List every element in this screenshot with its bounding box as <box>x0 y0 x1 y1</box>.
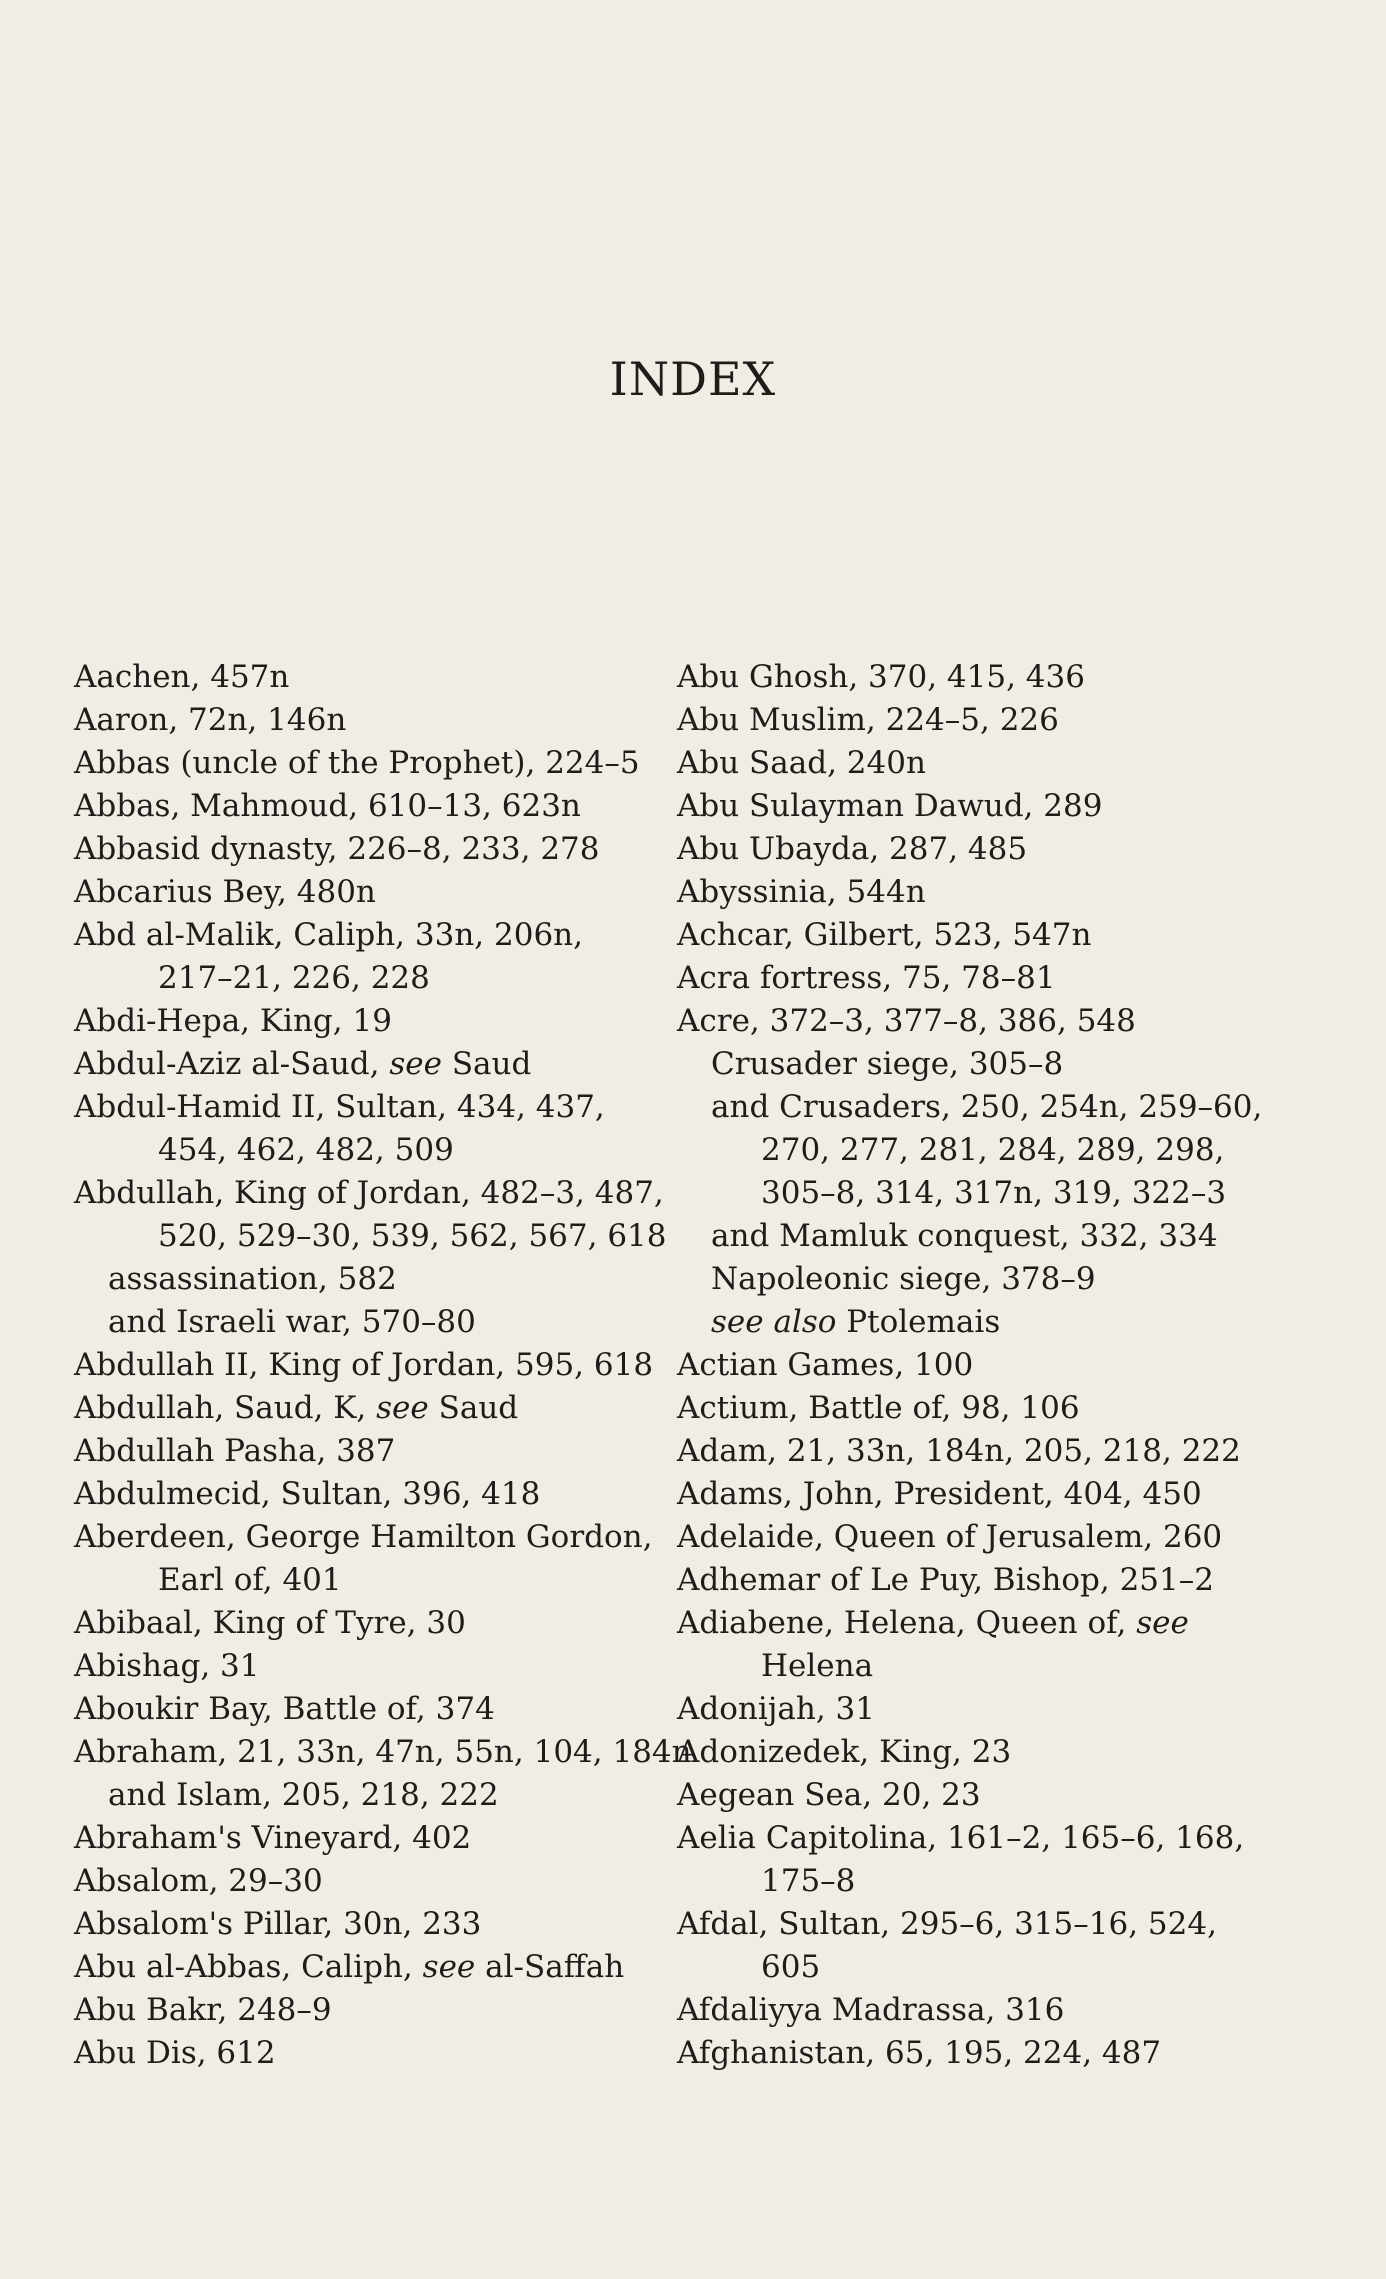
index-subentry <box>74 1301 644 1344</box>
entry-text: Abdul-Hamid II, Sultan, 434, 437, <box>74 1089 605 1125</box>
index-entry <box>74 1516 653 1559</box>
index-subentry <box>74 1774 644 1817</box>
entry-text: assassination, 582 <box>108 1261 397 1297</box>
entry-text: and Islam, 205, 218, 222 <box>108 1777 499 1813</box>
entry-text: 454, 462, 482, 509 <box>158 1132 454 1168</box>
index-entry <box>74 1602 644 1645</box>
index-entry <box>74 742 644 785</box>
entry-text: Aboukir Bay, Battle of, 374 <box>74 1691 495 1727</box>
cross-reference-term: see <box>422 1949 476 1985</box>
entry-text: Abu Sulayman Dawud, 289 <box>677 788 1103 824</box>
entry-text: Abu Ubayda, 287, 485 <box>677 831 1028 867</box>
index-entry <box>677 1559 1267 1602</box>
entry-text: 270, 277, 281, 284, 289, 298, <box>761 1132 1225 1168</box>
entry-text: Aachen, 457n <box>74 659 290 695</box>
entry-text: Crusader siege, 305–8 <box>711 1046 1064 1082</box>
index-entry <box>74 1344 654 1387</box>
entry-text: Abu Ghosh, 370, 415, 436 <box>677 659 1085 695</box>
cross-reference-term: see <box>1136 1605 1189 1641</box>
index-entry <box>677 742 1267 785</box>
entry-text: Abdi-Hepa, King, 19 <box>74 1003 392 1039</box>
index-entry-continuation <box>74 1129 644 1172</box>
index-entry <box>74 1688 644 1731</box>
index-entry-continuation <box>677 1946 1267 1989</box>
index-entry <box>677 1817 1267 1860</box>
entry-text: Aberdeen, George Hamilton Gordon, <box>74 1519 653 1555</box>
index-subentry <box>677 1043 1267 1086</box>
index-entry <box>74 1989 644 2032</box>
index-entry <box>74 828 644 871</box>
entry-text: 520, 529–30, 539, 562, 567, 618 <box>158 1218 667 1254</box>
entry-text: Abu al-Abbas, Caliph, <box>74 1949 423 1985</box>
index-column-right <box>677 656 1267 2075</box>
index-entry <box>677 914 1267 957</box>
index-entry <box>677 1774 1267 1817</box>
entry-text: Achcar, Gilbert, 523, 547n <box>677 917 1092 953</box>
entry-text: Actian Games, 100 <box>677 1347 974 1383</box>
entry-text: Abu Saad, 240n <box>677 745 926 781</box>
entry-text: Afdal, Sultan, 295–6, 315–16, 524, <box>677 1906 1217 1942</box>
index-entry <box>677 1989 1267 2032</box>
entry-text: Saud <box>441 1046 532 1082</box>
entry-text: Abdullah II, King of Jordan, 595, 618 <box>74 1347 654 1383</box>
entry-text: 305–8, 314, 317n, 319, 322–3 <box>761 1175 1227 1211</box>
index-entry <box>74 1903 644 1946</box>
entry-text: Abu Dis, 612 <box>74 2035 276 2071</box>
entry-text: Adonizedek, King, 23 <box>677 1734 1012 1770</box>
index-entry <box>74 914 644 957</box>
entry-text: Adonijah, 31 <box>677 1691 875 1727</box>
entry-text: Napoleonic siege, 378–9 <box>711 1261 1096 1297</box>
entry-text: Abu Bakr, 248–9 <box>74 1992 332 2028</box>
index-entry <box>74 1043 644 1086</box>
index-entry <box>677 1731 1267 1774</box>
entry-text: Abdullah, King of Jordan, 482–3, 487, <box>74 1175 664 1211</box>
entry-text: Helena <box>761 1648 874 1684</box>
entry-text: Aegean Sea, 20, 23 <box>677 1777 981 1813</box>
index-subentry <box>74 1258 644 1301</box>
index-entry <box>74 871 644 914</box>
index-entry <box>677 1344 1267 1387</box>
entry-text: Abbasid dynasty, 226–8, 233, 278 <box>74 831 600 867</box>
entry-text: and Israeli war, 570–80 <box>108 1304 476 1340</box>
index-entry <box>677 699 1267 742</box>
page-title: INDEX <box>609 352 777 406</box>
entry-text: Aaron, 72n, 146n <box>74 702 347 738</box>
index-entry <box>74 1000 644 1043</box>
index-entry <box>677 2032 1267 2075</box>
index-entry-continuation <box>74 1215 667 1258</box>
entry-text: Ptolemais <box>836 1304 1001 1340</box>
index-entry <box>74 1946 644 1989</box>
entry-text: Abbas, Mahmoud, 610–13, 623n <box>74 788 581 824</box>
index-entry <box>677 871 1267 914</box>
index-entry-continuation <box>677 1645 1267 1688</box>
index-entry <box>677 1516 1267 1559</box>
index-entry <box>74 1430 644 1473</box>
index-entry <box>677 828 1267 871</box>
index-subentry <box>677 1086 1267 1129</box>
entry-text: Abdul-Aziz al-Saud, <box>74 1046 390 1082</box>
entry-text: Adiabene, Helena, Queen of, <box>677 1605 1137 1641</box>
index-entry <box>677 785 1267 828</box>
entry-text: Abdulmecid, Sultan, 396, 418 <box>74 1476 541 1512</box>
entry-text: Abishag, 31 <box>74 1648 260 1684</box>
entry-text: al-Saffah <box>475 1949 625 1985</box>
index-entry <box>677 1387 1267 1430</box>
index-entry <box>74 1817 644 1860</box>
entry-text: 175–8 <box>761 1863 856 1899</box>
entry-text: Abibaal, King of Tyre, 30 <box>74 1605 466 1641</box>
entry-text: Abd al-Malik, Caliph, 33n, 206n, <box>74 917 584 953</box>
index-subentry <box>677 1258 1267 1301</box>
index-entry <box>74 1172 664 1215</box>
entry-text: Adelaide, Queen of Jerusalem, 260 <box>677 1519 1223 1555</box>
entry-text: Abu Muslim, 224–5, 226 <box>677 702 1059 738</box>
entry-text: Acra fortress, 75, 78–81 <box>677 960 1056 996</box>
entry-text: Afghanistan, 65, 195, 224, 487 <box>677 2035 1162 2071</box>
entry-text: Saud <box>428 1390 519 1426</box>
entry-text: Abdullah, Saud, K, <box>74 1390 377 1426</box>
index-entry-continuation <box>74 1559 644 1602</box>
index-entry <box>677 1430 1267 1473</box>
index-entry <box>677 957 1267 1000</box>
entry-text: Adam, 21, 33n, 184n, 205, 218, 222 <box>677 1433 1241 1469</box>
index-entry <box>677 656 1267 699</box>
index-subentry <box>677 1301 1267 1344</box>
index-entry <box>677 1903 1267 1946</box>
entry-text: Afdaliyya Madrassa, 316 <box>677 1992 1065 2028</box>
entry-text: Absalom, 29–30 <box>74 1863 323 1899</box>
entry-text: and Mamluk conquest, 332, 334 <box>711 1218 1218 1254</box>
index-entry <box>74 699 644 742</box>
entry-text: Earl of, 401 <box>158 1562 342 1598</box>
entry-text: Abcarius Bey, 480n <box>74 874 376 910</box>
index-subentry <box>677 1215 1267 1258</box>
cross-reference-term: see also <box>711 1304 837 1340</box>
index-entry <box>677 1000 1267 1043</box>
index-entry <box>74 1645 644 1688</box>
entry-text: Actium, Battle of, 98, 106 <box>677 1390 1080 1426</box>
entry-text: Abraham, 21, 33n, 47n, 55n, 104, 184n <box>74 1734 692 1770</box>
index-entry <box>74 1731 692 1774</box>
index-entry <box>74 1473 644 1516</box>
entry-text: Abyssinia, 544n <box>677 874 926 910</box>
index-entry <box>74 1086 644 1129</box>
index-entry <box>74 1387 644 1430</box>
index-entry-continuation <box>677 1129 1267 1172</box>
index-entry <box>74 2032 644 2075</box>
entry-text: Adhemar of Le Puy, Bishop, 251–2 <box>677 1562 1214 1598</box>
index-entry <box>677 1602 1267 1645</box>
index-entry-continuation <box>677 1860 1267 1903</box>
cross-reference-term: see <box>376 1390 429 1426</box>
entry-text: Abbas (uncle of the Prophet), 224–5 <box>74 745 640 781</box>
index-entry <box>677 1473 1267 1516</box>
entry-text: Absalom's Pillar, 30n, 233 <box>74 1906 482 1942</box>
index-entry <box>74 785 644 828</box>
index-entry-continuation <box>677 1172 1267 1215</box>
entry-text: and Crusaders, 250, 254n, 259–60, <box>711 1089 1263 1125</box>
index-entry <box>74 656 644 699</box>
index-entry <box>74 1860 644 1903</box>
entry-text: Adams, John, President, 404, 450 <box>677 1476 1202 1512</box>
entry-text: Aelia Capitolina, 161–2, 165–6, 168, <box>677 1820 1245 1856</box>
entry-text: Acre, 372–3, 377–8, 386, 548 <box>677 1003 1136 1039</box>
index-entry <box>677 1688 1267 1731</box>
entry-text: 217–21, 226, 228 <box>158 960 430 996</box>
index-entry-continuation <box>74 957 644 1000</box>
cross-reference-term: see <box>389 1046 442 1082</box>
entry-text: Abraham's Vineyard, 402 <box>74 1820 472 1856</box>
entry-text: Abdullah Pasha, 387 <box>74 1433 396 1469</box>
entry-text: 605 <box>761 1949 821 1985</box>
index-column-left <box>74 656 692 2075</box>
